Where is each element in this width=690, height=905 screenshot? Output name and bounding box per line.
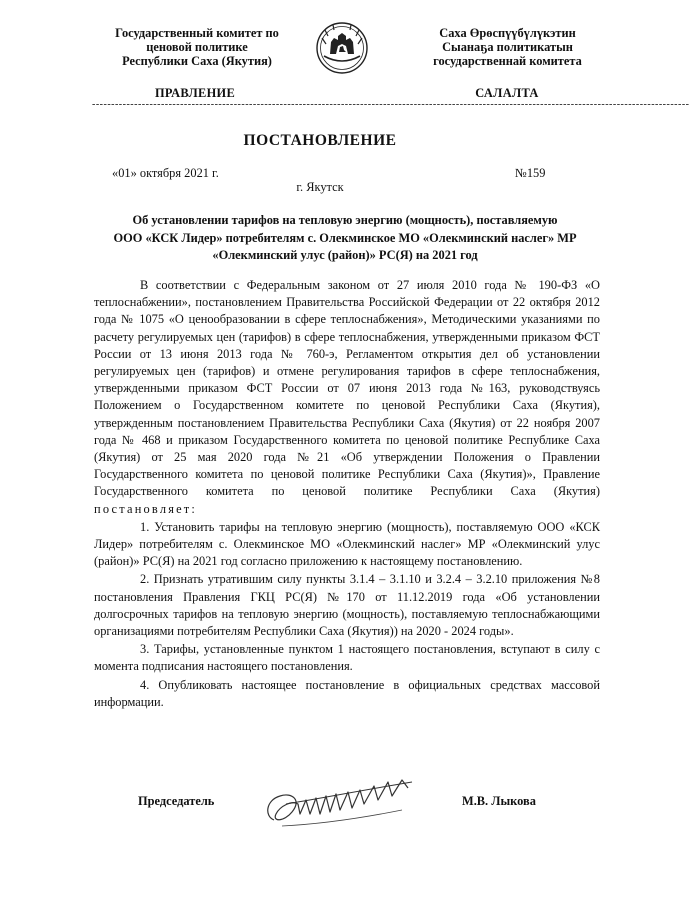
- header-left-line: Государственный комитет по: [115, 26, 279, 40]
- header-right-line: Саха Өрөспүүбүлүкэтин: [439, 26, 576, 40]
- header-left-line: ценовой политике: [146, 40, 248, 54]
- header-left-sub: ПРАВЛЕНИЕ: [154, 86, 236, 100]
- body-preamble: [94, 277, 600, 518]
- document-city: г. Якутск: [296, 180, 344, 194]
- subject-line: ООО «КСК Лидер» потребителям с. Олекминское МО «Олекминский наслег» МР: [113, 230, 577, 245]
- body-item: 1. Установить тарифы на тепловую энергию (мощность), поставляемую ООО «КСК Лидер» потребителям с. Олекминское МО «Олекминский наслег» МР «Олекминский улус (район)» РС(Я) на 2021 год согласно приложению к настоящему постановлению.: [94, 519, 600, 569]
- header-left-line: Республики Саха (Якутия): [122, 54, 272, 68]
- header-left-org: [92, 26, 302, 68]
- resolves-word: постановляет:: [94, 501, 198, 516]
- signatory-title: Председатель: [138, 794, 215, 808]
- header-divider: ------------------------------------------------------------------------------------------------------------------------------------------------------------: [92, 99, 690, 110]
- header-right-line: государственнай комитета: [433, 54, 582, 68]
- body-item: 3. Тарифы, установленные пунктом 1 настоящего постановления, вступают в силу с момента подписания настоящего постановления.: [94, 642, 600, 674]
- subject-line: Об установлении тарифов на тепловую энергию (мощность), поставляемую: [132, 213, 558, 227]
- body-item: 2. Признать утратившим силу пункты 3.1.4 – 3.1.10 и 3.2.4 – 3.2.10 приложения №8 постановления Правления ГКЦ РС(Я) №170 от 11.12.2019 года «Об установлении долгосрочных тарифов на тепловую энергию (мощность), поставляемую теплоснабжающими организациями потребителям Республики Саха (Якутия)) на 2020 - 2024 годы».: [94, 572, 600, 639]
- signatory-name: М.В. Лыкова: [462, 794, 536, 808]
- sakha-republic-emblem-icon: [316, 20, 368, 76]
- header-right-org: [405, 26, 610, 68]
- document-number: №159: [515, 166, 546, 180]
- document-body: [94, 277, 600, 711]
- body-item: 4. Опубликовать настоящее постановление в официальных средствах массовой информации.: [94, 677, 600, 709]
- document-date: «01» октября 2021 г.: [112, 166, 219, 180]
- handwritten-signature: [262, 770, 422, 834]
- document-subject: [94, 212, 596, 265]
- subject-line: «Олекминский улус (район)» РС(Я) на 2021 год: [212, 248, 478, 262]
- document-title: ПОСТАНОВЛЕНИЕ: [243, 132, 397, 149]
- preamble-text: В соответствии с Федеральным законом от 27 июля 2010 года № 190-ФЗ «О теплоснабжении», постановлением Правительства Российской Федерации от 22 октября 2012 года № 1075 «О ценообразовании в сфере теплоснабжения», Методическими указаниями по расчету регулируемых цен (тарифов) в сфере теплоснабжения, утвержденными приказом ФСТ России от 13 июня 2013 года № 760-э, Регламентом открытия дел об установлении регулируемых цен (тарифов) и отмене регулирования тарифов в сфере теплоснабжения, утвержденными приказом ФСТ России от 07 июня 2013 года №163, руководствуясь Положением о Государственном комитете по ценовой Республики Саха (Якутия), утвержденным постановлением Правительства Республики Саха (Якутия) от 22 ноября 2007 года № 468 и приказом Государственного комитета по ценовой политике Республике Саха (Якутия) от 25 мая 2020 года №21 «Об утверждении Положения о Правлении Государственного комитета по ценовой политике Республики Саха (Якутия)», Правление Государственного комитета по ценовой политике Республики Саха (Якутия): [94, 278, 600, 499]
- header-right-line: Сыанаҕа политикатын: [442, 40, 573, 54]
- header-right-sub: САЛАЛТА: [475, 86, 539, 100]
